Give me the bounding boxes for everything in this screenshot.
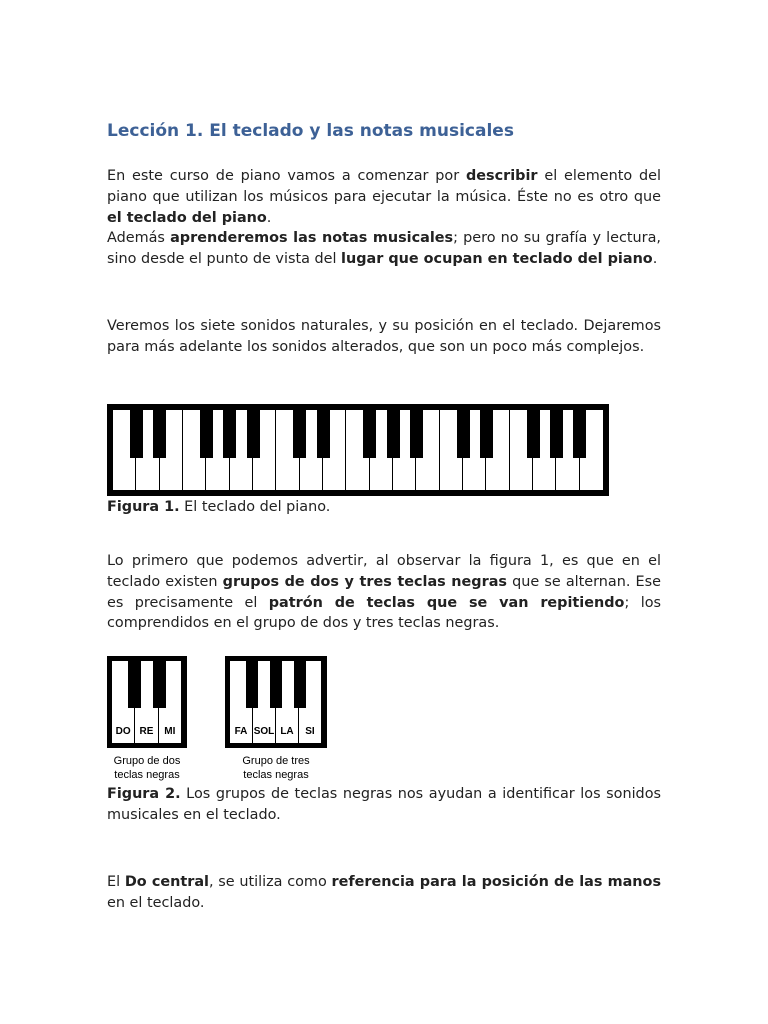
keyboard-keys [113, 410, 603, 490]
caption-line: teclas negras [243, 769, 309, 781]
piano-keyboard-figure [107, 404, 609, 496]
black-key [410, 410, 423, 458]
bold-span: aprenderemos las notas musicales [170, 230, 454, 247]
black-key [153, 410, 166, 458]
group-three-caption [225, 754, 327, 782]
figure-text: El teclado del piano. [179, 499, 331, 515]
black-key [317, 410, 330, 458]
black-key [270, 661, 282, 708]
bold-span: el teclado del piano [107, 209, 267, 226]
black-key [550, 410, 563, 458]
black-key [363, 410, 376, 458]
black-key [294, 661, 306, 708]
black-key [387, 410, 400, 458]
bold-span: grupos de dos y tres teclas negras [222, 573, 507, 590]
keyboard-keys [230, 661, 322, 743]
text-span: El [107, 874, 125, 890]
bold-span: describir [465, 168, 538, 184]
black-key [153, 661, 166, 708]
black-key [457, 410, 470, 458]
note-label: SOL [253, 726, 275, 737]
three-black-keys-figure [225, 656, 327, 748]
bold-span: referencia para la posición de las manos [331, 874, 662, 890]
black-key [247, 410, 260, 458]
note-label: SI [305, 726, 315, 737]
note-label: RE [139, 726, 154, 737]
note-label: LA [280, 726, 294, 737]
black-key [293, 410, 306, 458]
paragraph-natural-sounds: Veremos los siete sonidos naturales, y su posición en el teclado. Dejaremos para más adelante los sonidos alterados, que son un poco más complejos. [107, 318, 661, 355]
two-black-keys-figure [107, 656, 187, 748]
text-span: , se utiliza como [208, 874, 332, 890]
black-key [130, 410, 143, 458]
text-span: en el teclado. [107, 894, 205, 911]
figure-2-caption [107, 784, 661, 826]
text-span: ; pero no su grafía y lectura, sino desde el punto de vista del [107, 230, 661, 268]
bold-span: Do central [124, 874, 209, 890]
black-key [573, 410, 586, 458]
figure-1-caption [107, 497, 661, 518]
note-label: MI [164, 726, 176, 737]
bold-span: lugar que ocupan en teclado del piano [341, 251, 653, 268]
black-key [200, 410, 213, 458]
note-label: DO [115, 726, 131, 737]
black-key [246, 661, 258, 708]
text-span: . [266, 209, 272, 226]
black-key [527, 410, 540, 458]
black-key [223, 410, 236, 458]
note-label: FA [234, 726, 248, 737]
black-key [128, 661, 141, 708]
figure-label: Figura 1. [107, 499, 180, 515]
lesson-title: Lección 1. El teclado y las notas musicales [107, 121, 514, 141]
text-span: que se alternan. Ese es precisamente el [107, 573, 662, 611]
group-two-caption [107, 754, 187, 782]
caption-line: Grupo de tres [242, 755, 310, 767]
text-span: Además [107, 230, 171, 247]
paragraph-intro [107, 166, 661, 270]
black-key [480, 410, 493, 458]
paragraph-black-key-groups [107, 551, 661, 634]
caption-line: teclas negras [114, 769, 180, 781]
text-span: Lo primero que podemos advertir, al observar la figura 1, es que en el teclado existen [107, 553, 661, 590]
figure-label: Figura 2. [107, 786, 181, 802]
caption-line: Grupo de dos [113, 755, 181, 767]
paragraph-middle-c [107, 872, 661, 914]
keyboard-keys [112, 661, 182, 743]
text-span: En este curso de piano vamos a comenzar por [107, 168, 466, 184]
text-span: . [652, 251, 658, 268]
text-span: ; los comprendidos en el grupo de dos y tres teclas negras. [107, 594, 661, 632]
text-span: el elemento del piano que utilizan los músicos para ejecutar la música. Éste no es otro que [107, 168, 661, 205]
figure-text: Los grupos de teclas negras nos ayudan a identificar los sonidos musicales en el teclado. [107, 786, 661, 823]
bold-span: patrón de teclas que se van repitiendo [268, 594, 625, 611]
